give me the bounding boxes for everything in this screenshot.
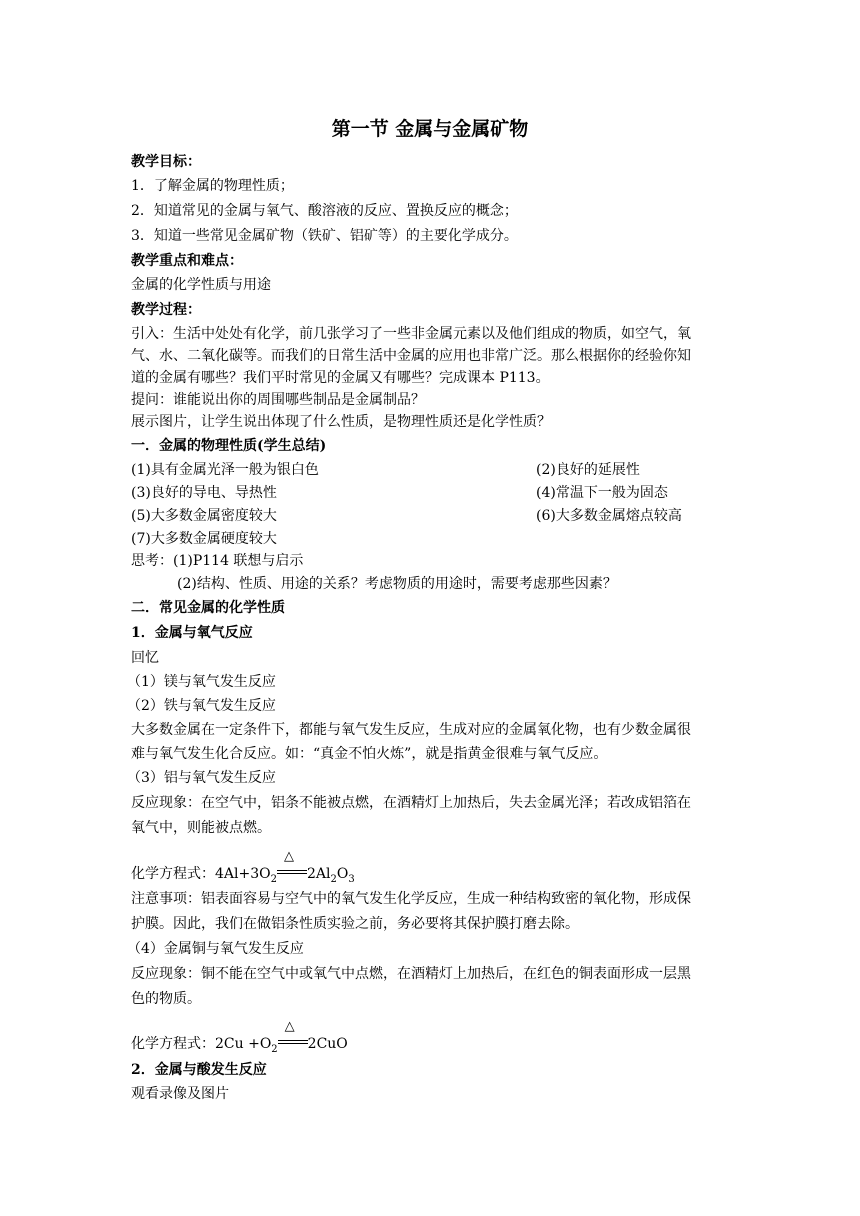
reaction-item: （4）金属铜与氧气发生反应 (127, 941, 304, 957)
subsection-heading: 1．金属与氧气反应 (131, 625, 253, 641)
intro-line: 气、水、二氧化碳等。而我们的日常生活中金属的应用也非常广泛。那么根据你的经验你知 (131, 348, 691, 364)
intro-line: 道的金属有哪些？我们平时常见的金属又有哪些？完成课本 P113。 (131, 370, 550, 386)
heat-triangle-icon: △ (284, 849, 294, 864)
reaction-item: （3）铝与氧气发生反应 (127, 770, 276, 786)
reaction-item: （1）镁与氧气发生反应 (127, 674, 276, 690)
body-line: 反应现象：在空气中，铝条不能被点燃，在酒精灯上加热后，失去金属光泽；若改成铝箔在 (131, 795, 691, 811)
key-points-heading: 教学重点和难点： (131, 253, 243, 269)
think-line: 思考：(1)P114 联想与启示 (131, 553, 304, 569)
body-line: 氧气中，则能被点燃。 (131, 820, 271, 836)
heating-condition (278, 1019, 308, 1048)
note-line: 注意事项：铝表面容易与空气中的氧气发生化学反应，生成一种结构致密的氧化物，形成保 (131, 891, 691, 907)
objective-item: 2．知道常见的金属与氧气、酸溶液的反应、置换反应的概念； (131, 203, 518, 219)
section2-heading: 二．常见金属的化学性质 (131, 600, 285, 616)
note-line: 护膜。因此，我们在做铝条性质实验之前，务必要将其保护膜打磨去除。 (131, 916, 579, 932)
property-item: (6)大多数金属熔点较高 (536, 508, 682, 524)
heat-triangle-icon: △ (284, 1019, 295, 1034)
equation-label: 化学方程式： (131, 866, 215, 882)
equation-label: 化学方程式： (131, 1036, 215, 1052)
equals-bar (278, 1043, 308, 1044)
think-line: (2)结构、性质、用途的关系？考虑物质的用途时，需要考虑那些因素？ (177, 576, 617, 592)
equals-bar (277, 870, 307, 871)
body-line: 观看录像及图片 (131, 1086, 229, 1102)
property-item: (3)良好的导电、导热性 (131, 485, 277, 501)
property-item: (5)大多数金属密度较大 (131, 508, 277, 524)
page-title: 第一节 金属与金属矿物 (331, 118, 529, 140)
section1-heading: 一．金属的物理性质(学生总结) (131, 438, 327, 454)
equals-bar (278, 1040, 308, 1041)
heating-condition (277, 849, 307, 878)
objectives-heading: 教学目标： (131, 154, 201, 170)
subscript: 2 (330, 873, 337, 885)
property-item: (7)大多数金属硬度较大 (131, 531, 277, 547)
aluminium-equation (131, 849, 355, 885)
copper-equation (131, 1019, 348, 1055)
intro-line: 引入：生活中处处有化学，前几张学习了一些非金属元素以及他们组成的物质，如空气，氧 (131, 326, 691, 342)
equation-product: 2CuO (307, 1036, 348, 1052)
equation-product-part: O (336, 866, 349, 882)
property-item: (2)良好的延展性 (536, 462, 640, 478)
key-points-text: 金属的化学性质与用途 (131, 277, 271, 293)
body-line: 难与氧气发生化合反应。如：“真金不怕火炼”，就是指黄金很难与氧气反应。 (131, 746, 608, 762)
subscript: 2 (271, 1043, 278, 1055)
equation-reactants: 2Cu +O (215, 1036, 272, 1052)
property-item: (1)具有金属光泽一般为银白色 (131, 462, 319, 478)
question-line: 提问：谁能说出你的周围哪些制品是金属制品？ (131, 392, 425, 408)
show-line: 展示图片，让学生说出体现了什么性质，是物理性质还是化学性质？ (131, 414, 551, 430)
subscript: 3 (348, 873, 355, 885)
reaction-item: （2）铁与氧气发生反应 (127, 698, 276, 714)
equals-bar (277, 873, 307, 874)
body-line: 大多数金属在一定条件下，都能与氧气发生反应，生成对应的金属氧化物，也有少数金属很 (131, 722, 691, 738)
process-heading: 教学过程： (131, 302, 201, 318)
recall-line: 回忆 (131, 650, 159, 666)
property-item: (4)常温下一般为固态 (536, 485, 668, 501)
objective-item: 3．知道一些常见金属矿物（铁矿、铝矿等）的主要化学成分。 (131, 228, 518, 244)
objective-item: 1．了解金属的物理性质； (131, 178, 294, 194)
subsection-heading: 2．金属与酸发生反应 (131, 1062, 267, 1078)
body-line: 反应现象：铜不能在空气中或氧气中点燃，在酒精灯上加热后，在红色的铜表面形成一层黑 (131, 966, 691, 982)
body-line: 色的物质。 (131, 991, 201, 1007)
equation-product: 2Al (307, 866, 331, 882)
equation-reactants: 4Al+3O (215, 866, 271, 882)
subscript: 2 (270, 873, 277, 885)
